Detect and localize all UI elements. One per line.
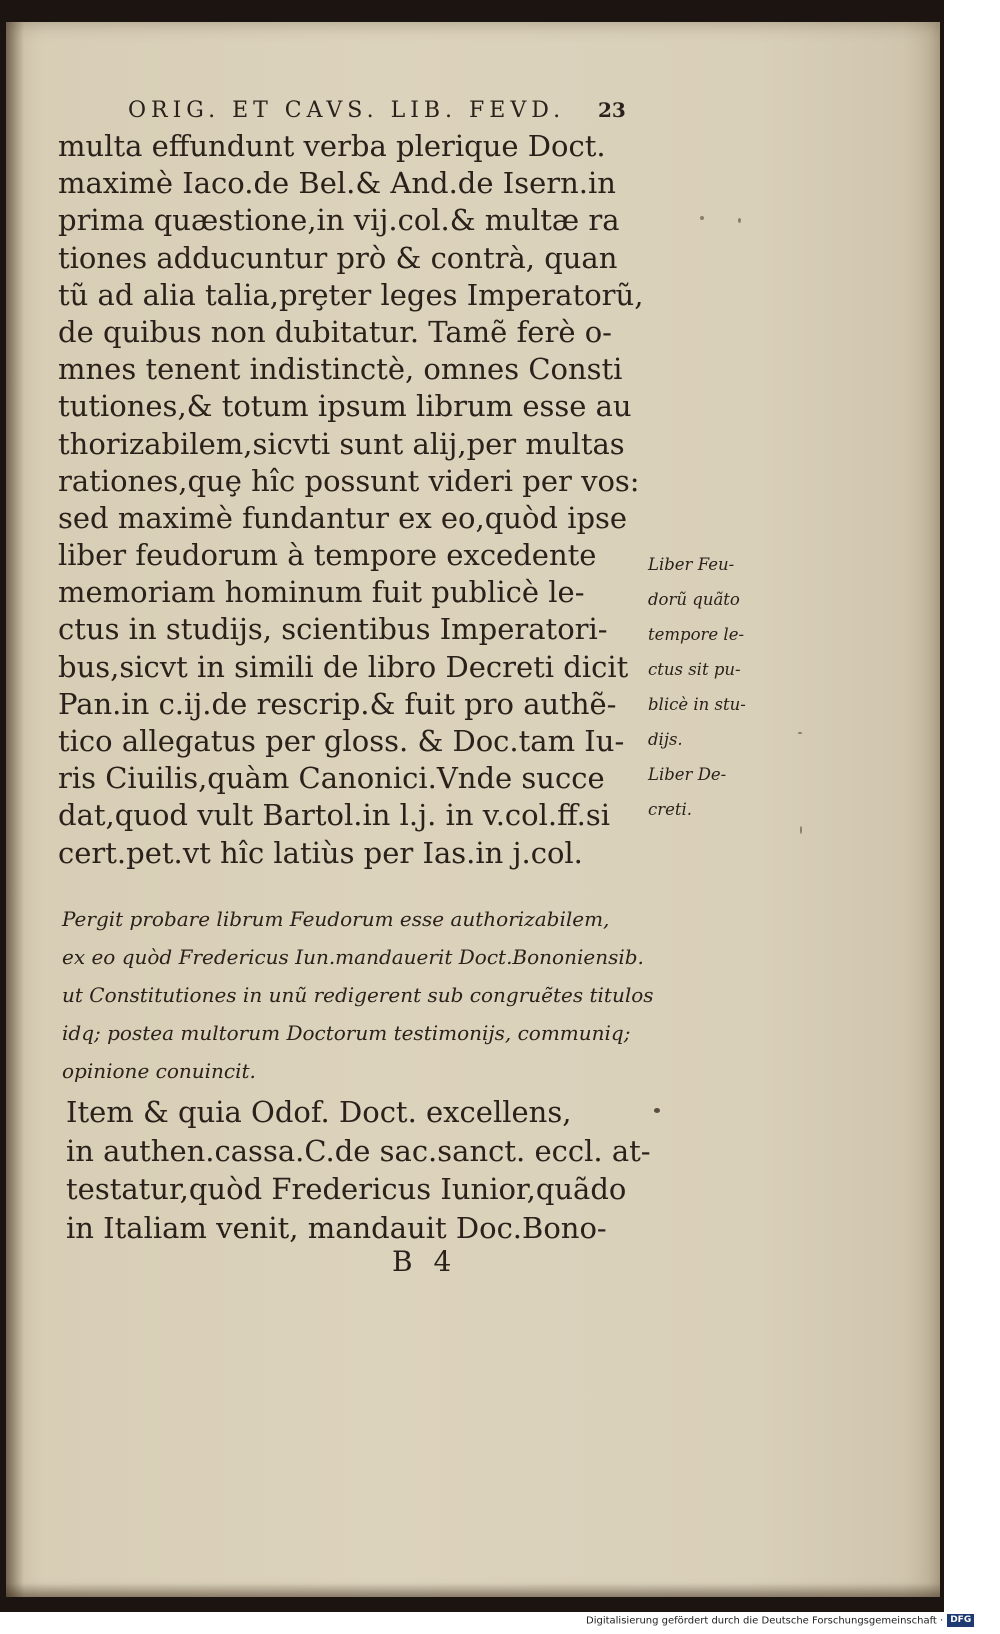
- running-head: ORIG. ET CAVS. LIB. FEVD.: [128, 98, 566, 123]
- margin-note-line: blicè in stu-: [648, 695, 746, 714]
- scan-margin: [944, 0, 1000, 1612]
- ink-speck: [654, 1108, 660, 1113]
- margin-notes: [648, 547, 772, 827]
- text-line: sed maximè fundantur ex eo,quòd ipse: [58, 500, 628, 535]
- summary-line: idq; postea multorum Doctorum testimonijs, communiq;: [62, 1021, 631, 1045]
- text-line: de quibus non dubitatur. Tamẽ ferè o-: [58, 314, 612, 349]
- ink-speck: [738, 218, 741, 223]
- text-line: tico allegatus per gloss. & Doc.tam Iu-: [58, 724, 625, 758]
- text-line: prima quæstione,in vij.col.& multæ ra: [58, 203, 620, 238]
- margin-note-line: creti.: [648, 800, 693, 819]
- text-line: ris Ciuilis,quàm Canonici.Vnde succe: [58, 761, 605, 796]
- margin-note-line: dorũ quãto: [648, 590, 740, 609]
- margin-note-line: Liber De-: [648, 765, 727, 784]
- text-line: Item & quia Odof. Doct. excellens,: [66, 1095, 572, 1129]
- ink-speck: [798, 732, 802, 734]
- text-line: in authen.cassa.C.de sac.sanct. eccl. at-: [66, 1133, 651, 1168]
- text-line: dat,quod vult Bartol.in l.j. in v.col.ff.si: [58, 798, 611, 833]
- text-line: tũ ad alia talia,prȩter leges Imperatorũ,: [58, 277, 644, 312]
- continued-text-block: [66, 1093, 651, 1247]
- text-line: tiones adducuntur prò & contrà, quan: [58, 240, 618, 275]
- text-line: ctus in studijs, scientibus Imperatori-: [58, 612, 608, 647]
- text-line: in Italiam venit, mandauit Doc.Bono-: [66, 1210, 607, 1245]
- credit-text: Digitalisierung gefördert durch die Deutsche Forschungsgemeinschaft ·: [586, 1615, 944, 1627]
- section-summary: [62, 900, 654, 1090]
- dfg-logo: DFG: [947, 1614, 974, 1627]
- text-line: maximè Iaco.de Bel.& And.de Isern.in: [58, 166, 616, 201]
- gutter-shadow: [6, 22, 24, 1597]
- text-line: rationes,quȩ hîc possunt videri per vos:: [58, 463, 640, 498]
- text-line: thorizabilem,sicvti sunt alij,per multas: [58, 426, 625, 461]
- margin-note-line: tempore le-: [648, 625, 745, 644]
- margin-note-line: Liber Feu-: [648, 555, 735, 574]
- margin-note-line: dijs.: [648, 730, 683, 749]
- ink-speck: [700, 216, 704, 220]
- digitization-credit: [586, 1614, 996, 1632]
- text-line: tutiones,& totum ipsum librum esse au: [58, 389, 632, 424]
- margin-note-line: ctus sit pu-: [648, 660, 741, 679]
- text-line: testatur,quòd Fredericus Iunior,quãdo: [66, 1172, 627, 1206]
- text-line: bus,sicvt in simili de libro Decreti dicit: [58, 649, 629, 684]
- summary-line: opinione conuincit.: [62, 1059, 256, 1083]
- summary-line: ut Constitutiones in unũ redigerent sub congruẽtes titulos: [62, 983, 654, 1007]
- text-line: liber feudorum à tempore excedente: [58, 538, 597, 573]
- signature-mark: B 4: [392, 1245, 458, 1278]
- text-line: cert.pet.vt hîc latiùs per Ias.in j.col.: [58, 835, 583, 870]
- text-line: Pan.in c.ij.de rescrip.& fuit pro authẽ-: [58, 686, 617, 721]
- text-line: multa effundunt verba plerique Doct.: [58, 129, 606, 163]
- text-line: mnes tenent indistinctè, omnes Consti: [58, 352, 623, 387]
- page-number: 23: [598, 98, 626, 122]
- page-header: [128, 98, 648, 128]
- text-line: memoriam hominum fuit publicè le-: [58, 575, 585, 610]
- page-bottom-shadow: [6, 1583, 940, 1597]
- summary-line: ex eo quòd Fredericus Iun.mandauerit Doct.Bononiensib.: [62, 945, 644, 969]
- summary-line: Pergit probare librum Feudorum esse authorizabilem,: [62, 907, 610, 931]
- ink-speck: [800, 826, 802, 834]
- main-text-block: [58, 128, 644, 872]
